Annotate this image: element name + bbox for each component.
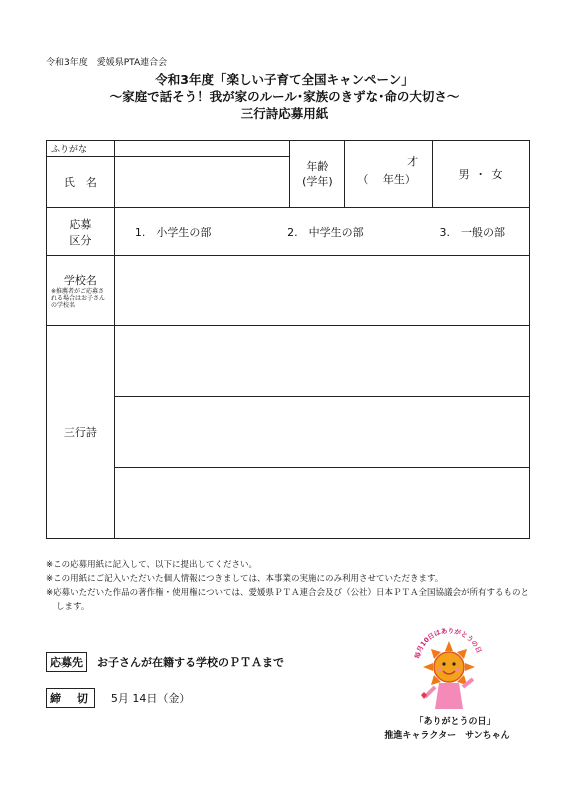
- grade-label: (学年): [302, 175, 333, 188]
- poem-label: 三行詩: [47, 326, 115, 539]
- deadline: [46, 688, 190, 708]
- category-label: [47, 208, 115, 256]
- school-label: 学校名: [63, 274, 97, 287]
- furigana-label: ふりがな: [47, 141, 115, 157]
- mascot-caption-1: 「ありがとうの日」: [414, 717, 496, 727]
- category-option-general[interactable]: 3. 一般の部: [439, 225, 505, 239]
- campaign-subtitle: ～家庭で話そう！我が家のルール･家族のきずな･命の大切さ～: [109, 89, 460, 104]
- submission-destination: [46, 652, 284, 672]
- sex-selector[interactable]: 男 ・ 女: [433, 141, 530, 208]
- name-field[interactable]: [114, 157, 290, 208]
- age-field[interactable]: [345, 141, 433, 208]
- category-option-junior-high[interactable]: 2. 中学生の部: [287, 225, 364, 239]
- application-form-table: [46, 140, 530, 539]
- note-2: ※この用紙にご記入いただいた個人情報につきましては、本事業の実施にのみ利用させていただきます。: [46, 574, 444, 584]
- grade-unit: （ 年生）: [357, 173, 416, 186]
- poem-field[interactable]: [114, 326, 529, 539]
- organization-name: 令和3年度 愛媛県PTA連合会: [46, 58, 168, 68]
- school-note: ※推薦者がご応募される場合はお子さんの学校名: [51, 288, 106, 309]
- name-label: 氏 名: [47, 157, 115, 208]
- school-field[interactable]: [114, 256, 529, 326]
- category-label-line1: 応募: [69, 217, 92, 231]
- deadline-label: 締 切: [46, 688, 95, 708]
- category-option-elementary[interactable]: 1. 小学生の部: [134, 225, 212, 239]
- destination-text: お子さんが在籍する学校のＰＴＡまで: [97, 656, 284, 669]
- furigana-field[interactable]: [114, 141, 290, 157]
- note-1: ※この応募用紙に記入して、以下に提出してください。: [46, 560, 257, 570]
- deadline-date: 5月 14日（金）: [110, 692, 191, 705]
- note-3: ※応募いただいた作品の著作権・使用権については、愛媛県ＰＴＡ連合会及び（公社）日本ＰＴＡ全国協議会が所有するものとします。: [46, 588, 529, 612]
- age-label-cell: [290, 141, 345, 208]
- category-label-line2: 区分: [69, 233, 92, 247]
- mascot-banner: 毎月10日はありがとうの日: [413, 626, 484, 660]
- notes: [46, 558, 536, 614]
- poem-line-1[interactable]: [115, 326, 529, 397]
- mascot-sun-chan-image: [405, 623, 493, 711]
- poem-line-2[interactable]: [115, 397, 529, 468]
- destination-label: 応募先: [46, 652, 87, 672]
- mascot-caption-2: 推進キャラクター サンちゃん: [384, 731, 510, 741]
- mascot-icon: [405, 623, 493, 711]
- school-label-cell: [47, 256, 115, 326]
- category-options: [114, 208, 529, 256]
- campaign-title: 令和3年度「楽しい子育て全国キャンペーン」: [155, 72, 414, 87]
- form-title: 三行詩応募用紙: [240, 106, 329, 121]
- age-unit: 才: [407, 155, 419, 168]
- poem-line-3[interactable]: [115, 468, 529, 538]
- age-label: 年齢: [306, 160, 329, 173]
